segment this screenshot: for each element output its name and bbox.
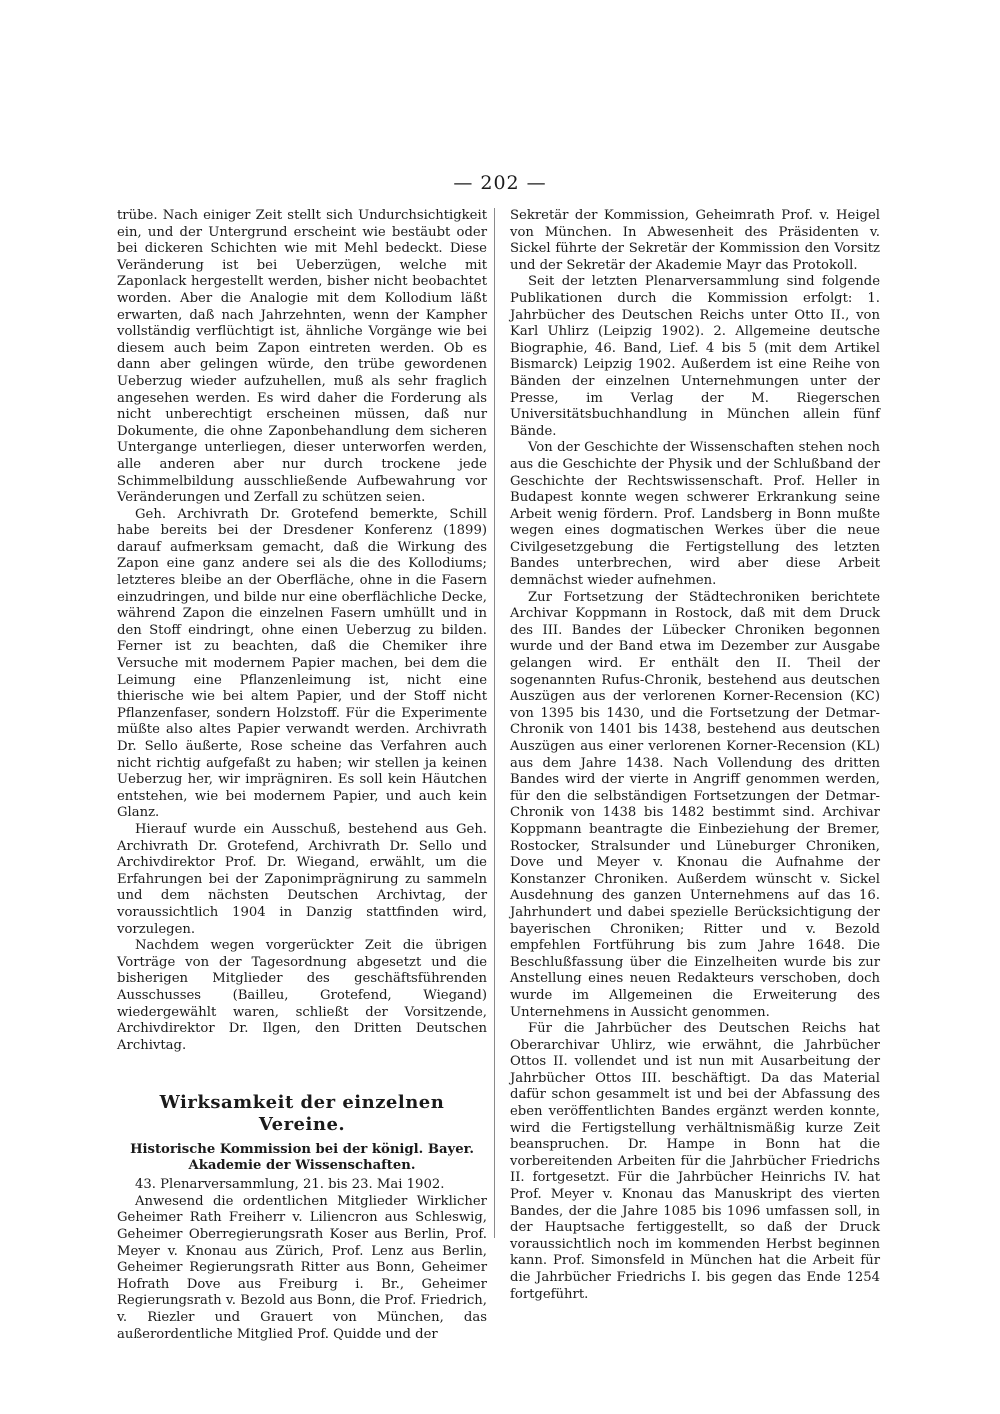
paragraph: trübe. Nach einiger Zeit stellt sich Undurchsichtigkeit ein, und der Untergrund erscheint wie bestäubt oder bei dickeren Schichten wie mit Mehl bedeckt. Diese Veränderung ist bei Ueberzügen, welche mit Zaponlack hergestellt werden, bisher nicht beobachtet worden. Aber die Analogie mit dem Kollodium läßt erwarten, daß nach Jahrzehnten, wenn der Kampher vollständig verflüchtigt ist, ähnliche Vorgänge wie bei diesem auch beim Zapon eintreten werden. Ob es dann aber gelingen würde, den trübe gewordenen Ueberzug wieder aufzuhellen, muß als sehr fraglich angesehen werden. Es wird daher die Forderung als nicht unberechtigt erscheinen müssen, daß nur Dokumente, die ohne Zaponbehandlung dem sicheren Untergange unterliegen, dieser unterworfen werden, alle anderen aber nur durch trockene jede Schimmelbildung ausschließende Aufbewahrung vor Veränderungen und Zerfall zu schützen seien. [117, 208, 487, 506]
spacer [117, 1054, 487, 1082]
page-number: — 202 — [453, 172, 547, 194]
sub-heading: Historische Kommission bei der königl. Bayer. Akademie der Wissenschaften. [130, 1142, 474, 1174]
column-divider [494, 208, 495, 1238]
paragraph: Zur Fortsetzung der Städtechroniken berichtete Archivar Koppmann in Rostock, daß mit dem Druck des III. Bandes der Lübecker Chroniken begonnen wurde und der Band etwa im Dezember zur Ausgabe gelangen wird. Er enthält den II. Theil der sogenannten Rufus-Chronik, bestehend aus deutschen Auszügen aus der verlorenen Korner-Recension (KC) von 1395 bis 1430, und die Fortsetzung der Detmar-Chronik von 1401 bis 1438, bestehend aus deutschen Auszügen aus einer verlorenen Korner-Recension (KL) aus dem Jahre 1438. Nach Vollendung des dritten Bandes wird der vierte in Angriff genommen werden, für den die selbständigen Fortsetzungen der Detmar-Chronik von 1438 bis 1482 bestimmt sind. Archivar Koppmann beantragte die Einbeziehung der Bremer, Rostocker, Stralsunder und Lüneburger Chroniken, Dove und Meyer v. Knonau die Aufnahme der Konstanzer Chroniken. Außerdem wünscht v. Sickel Ausdehnung des ganzen Unternehmens auf das 16. Jahrhundert und dabei spezielle Berücksichtigung der bayerischen Chroniken; Ritter und v. Bezold empfehlen Fortführung bis zum Jahre 1648. Die Beschlußfassung über die Einzelheiten wurde bis zur Anstellung eines neuen Redakteurs verschoben, doch wurde im Allgemeinen die Erweiterung des Unternehmens in Aussicht genommen. [510, 589, 880, 1020]
meeting-line: 43. Plenarversammlung, 21. bis 23. Mai 1902. [135, 1177, 445, 1193]
section-heading: Wirksamkeit der einzelnen Vereine. [159, 1092, 445, 1136]
paragraph: Nachdem wegen vorgerückter Zeit die übrigen Vorträge von der Tagesordnung abgesetzt und die bisherigen Mitglieder des geschäftsführenden Ausschusses (Bailleu, Grotefend, Wiegand) wiedergewählt waren, schließt der Vorsitzende, Archivdirektor Dr. Ilgen, den Dritten Deutschen Archivtag. [117, 938, 487, 1053]
paragraph: Seit der letzten Plenarversammlung sind folgende Publikationen durch die Kommission erfolgt: 1. Jahrbücher des Deutschen Reichs unter Otto II., von Karl Uhlirz (Leipzig 1902). 2. Allgemeine deutsche Biographie, 46. Band, Lief. 4 bis 5 (mit dem Artikel Bismarck) Leipzig 1902. Außerdem ist eine Reihe von Bänden der einzelnen Unternehmungen unter der Presse, im Verlag der M. Riegerschen Universitätsbuchhandlung in München allein fünf Bände. [510, 274, 880, 439]
paragraph: Von der Geschichte der Wissenschaften stehen noch aus die Geschichte der Physik und der Schlußband der Geschichte der Rechtswissenschaft. Prof. Heller in Budapest konnte wegen schwerer Erkrankung seine Arbeit wenig fördern. Prof. Landsberg in Bonn mußte wegen eines dogmatischen Werkes über die neue Civilgesetzgebung die Fertigstellung des letzten Bandes unterbrechen, wird aber diese Arbeit demnächst wieder aufnehmen. [510, 440, 880, 589]
paragraph: Hierauf wurde ein Ausschuß, bestehend aus Geh. Archivrath Dr. Grotefend, Archivrath Dr. Sello und Archivdirektor Prof. Dr. Wiegand, erwählt, um die Erfahrungen bei der Zaponimprägnirung zu sammeln und dem nächsten Deutschen Archivtag, der voraussichtlich 1904 in Danzig stattfinden wird, vorzulegen. [117, 821, 487, 937]
paragraph: Für die Jahrbücher des Deutschen Reichs hat Oberarchivar Uhlirz, wie erwähnt, die Jahrbücher Ottos II. vollendet und ist nun mit Ausarbeitung der Jahrbücher Ottos III. beschäftigt. Da das Material dafür schon gesammelt ist und bei der Abfassung des eben veröffentlichten Bandes ergänzt werden konnte, wird die Fertigstellung verhältnismäßig kurze Zeit beanspruchen. Dr. Hampe in Bonn hat die vorbereitenden Arbeiten für die Jahrbücher Friedrichs II. fortgesetzt. Für die Jahrbücher Heinrichs IV. hat Prof. Meyer v. Knonau das Manuskript des vierten Bandes, der die Jahre 1085 bis 1096 umfassen soll, in der Hauptsache fertiggestellt, so daß der Druck voraussichtlich noch im kommenden Herbst beginnen kann. Prof. Simonsfeld in München hat die Arbeit für die Jahrbücher Friedrichs I. bis gegen das Ende 1254 fortgeführt. [510, 1021, 880, 1302]
right-column [510, 208, 880, 1303]
paragraph: Anwesend die ordentlichen Mitglieder Wirklicher Geheimer Rath Freiherr v. Liliencron aus Schleswig, Geheimer Oberregierungsrath Koser aus Berlin, Prof. Meyer v. Knonau aus Zürich, Prof. Lenz aus Berlin, Geheimer Regierungsrath Ritter aus Bonn, Geheimer Hofrath Dove aus Freiburg i. Br., Geheimer Regierungsrath v. Bezold aus Bonn, die Prof. Friedrich, v. Riezler und Grauert von München, das außerordentliche Mitglied Prof. Quidde und der [117, 1193, 487, 1342]
paragraph: Geh. Archivrath Dr. Grotefend bemerkte, Schill habe bereits bei der Dresdener Konferenz (1899) darauf aufmerksam gemacht, daß die Wirkung des Zapon eine ganz andere sei als die des Kollodiums; letzteres bleibe an der Oberfläche, ohne in die Fasern einzudringen, und bilde nur eine oberflächliche Decke, während Zapon die einzelnen Fasern umhüllt und in den Stoff eindringt, ohne einen Ueberzug zu bilden. Ferner ist zu beachten, daß die Chemiker ihre Versuche mit modernem Papier machen, bei dem die Leimung eine Pflanzenleimung ist, nicht eine thierische wie bei altem Papier, und der Stoff nicht Pflanzenfaser, sondern Holzstoff. Für die Experimente müßte also altes Papier verwandt werden. Archivrath Dr. Sello äußerte, Rose scheine das Verfahren auch nicht richtig aufgefaßt zu haben; wir stellen ja keinen Ueberzug her, wir imprägniren. Es soll kein Häutchen entstehen, wie bei modernem Papier, und auch kein Glanz. [117, 506, 487, 821]
paragraph: Sekretär der Kommission, Geheimrath Prof. v. Heigel von München. In Abwesenheit des Präsidenten v. Sickel führte der Sekretär der Kommission den Vorsitz und der Sekretär der Akademie Mayr das Protokoll. [510, 208, 880, 273]
left-column [117, 208, 487, 1343]
